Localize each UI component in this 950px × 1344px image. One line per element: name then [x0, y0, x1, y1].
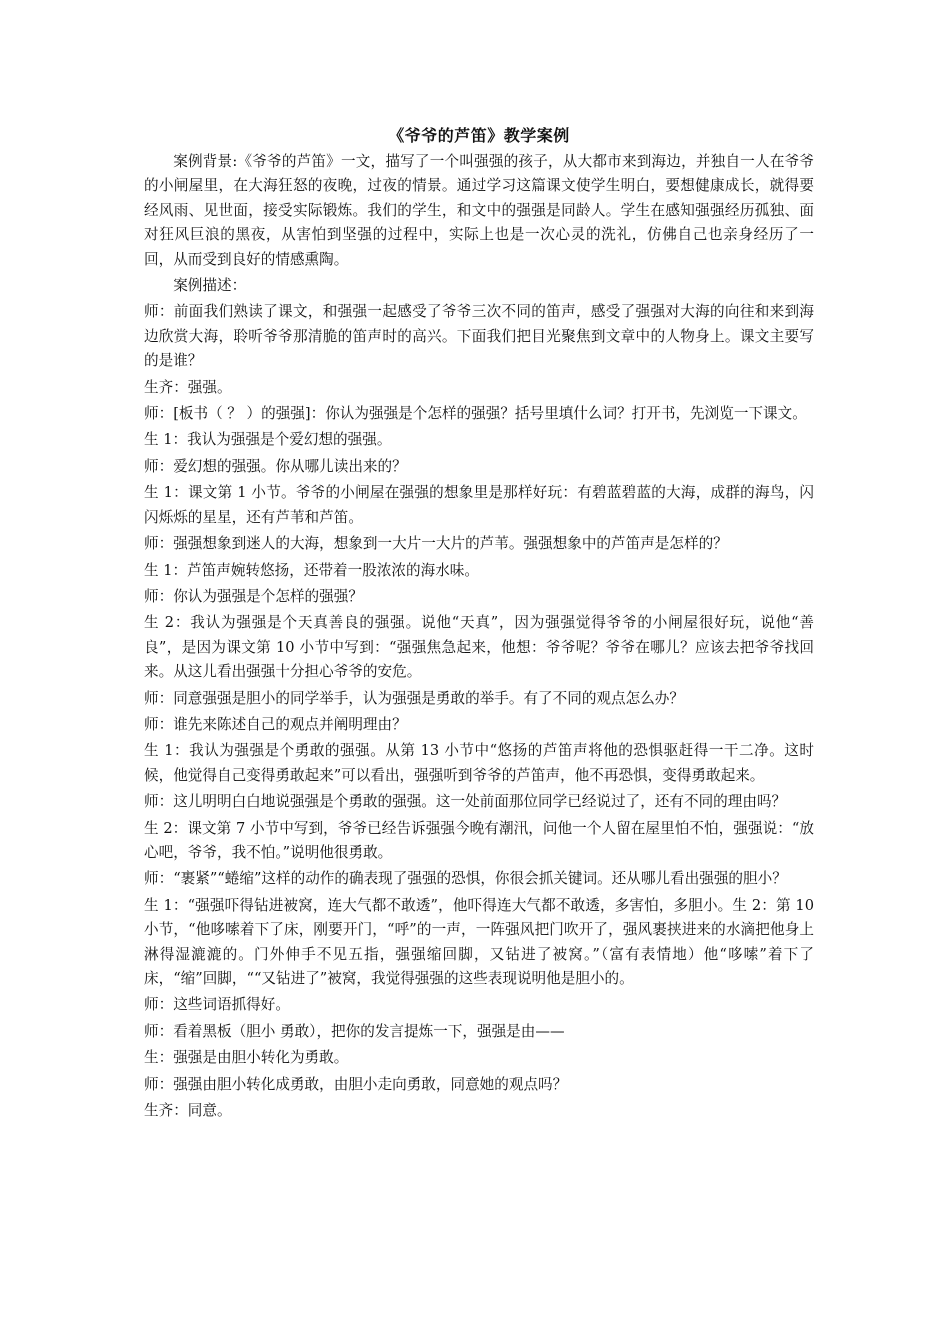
document-body	[144, 150, 814, 1123]
paragraph: 师：爱幻想的强强。你从哪儿读出来的？	[144, 457, 407, 475]
paragraph: 师：[板书（ ？ ）的强强]：你认为强强是个怎样的强强？括号里填什么词？打开书，先浏览一下课文。	[144, 405, 807, 423]
paragraph: 生 1：课文第 1 小节。爷爷的小闸屋在强强的想象里是那样好玩：有碧蓝碧蓝的大海，成群的海鸟，闪闪烁烁的星星，还有芦苇和芦笛。	[144, 484, 814, 526]
paragraph: 生 2：课文第 7 小节中写到，爷爷已经告诉强强今晚有潮汛，问他一个人留在屋里怕不怕，强强说：“放心吧，爷爷，我不怕。”说明他很勇敢。	[144, 819, 814, 861]
paragraph: 师：谁先来陈述自己的观点并阐明理由？	[144, 715, 407, 733]
paragraph: 师：“裹紧”“蜷缩”这样的动作的确表现了强强的恐惧，你很会抓关键词。还从哪儿看出强强的胆小？	[144, 870, 787, 888]
paragraph: 生齐：同意。	[144, 1102, 232, 1120]
paragraph: 生 2：我认为强强是个天真善良的强强。说他“天真”，因为强强觉得爷爷的小闸屋很好玩，说他“善良”，是因为课文第 10 小节中写到：“强强焦急起来，他想：爷爷呢？爷爷在哪儿？应该去把爷爷找回来。从这儿看出强强十分担心爷爷的安危。	[144, 614, 814, 681]
paragraph: 案例背景:《爷爷的芦笛》一文，描写了一个叫强强的孩子，从大都市来到海边，并独自一人在爷爷的小闸屋里，在大海狂怒的夜晚，过夜的情景。通过学习这篇课文使学生明白，要想健康成长，就得要经风雨、见世面，接受实际锻炼。我们的学生，和文中的强强是同龄人。学生在感知强强经历孤独、面对狂风巨浪的黑夜，从害怕到坚强的过程中，实际上也是一次心灵的洗礼，仿佛自己也亲身经历了一回，从而受到良好的情感熏陶。	[144, 153, 814, 268]
paragraph: 生 1：我认为强强是个爱幻想的强强。	[144, 431, 392, 449]
paragraph: 师：同意强强是胆小的同学举手，认为强强是勇敢的举手。有了不同的观点怎么办？	[144, 689, 684, 707]
paragraph: 师：强强由胆小转化成勇敢，由胆小走向勇敢，同意她的观点吗？	[144, 1075, 568, 1093]
paragraph: 生 1：我认为强强是个勇敢的强强。从第 13 小节中“悠扬的芦笛声将他的恐惧驱赶得一干二净。这时候，他觉得自己变得勇敢起来”可以看出，强强听到爷爷的芦笛声，他不再恐惧，变得勇敢起来。	[144, 742, 814, 784]
paragraph: 师：这些词语抓得好。	[144, 996, 290, 1014]
document-title: 《爷爷的芦笛》教学案例	[388, 126, 570, 145]
paragraph: 师：前面我们熟读了课文，和强强一起感受了爷爷三次不同的笛声，感受了强强对大海的向往和来到海边欣赏大海，聆听爷爷那清脆的笛声时的高兴。下面我们把目光聚焦到文章中的人物身上。课文主要写的是谁？	[144, 303, 814, 370]
paragraph: 生：强强是由胆小转化为勇敢。	[144, 1049, 349, 1067]
paragraph: 生 1：“强强吓得钻进被窝，连大气都不敢透”，他吓得连大气都不敢透，多害怕，多胆小。生 2：第 10 小节，“他哆嗦着下了床，刚要开门，“呼”的一声，一阵强风把门吹开了，强风裹挟进来的水滴把他身上淋得湿漉漉的。门外伸手不见五指，强强缩回脚，又钻进了被窝。”（富有表情地）他“哆嗦”着下了床，“缩”回脚，““又钻进了”被窝，我觉得强强的这些表现说明他是胆小的。	[144, 896, 814, 987]
paragraph: 案例描述：	[173, 277, 247, 295]
paragraph: 师：看着黑板（胆小 勇敢），把你的发言提炼一下，强强是由——	[144, 1022, 565, 1040]
paragraph: 生齐：强强。	[144, 378, 232, 396]
paragraph: 生 1：芦笛声婉转悠扬，还带着一股浓浓的海水味。	[144, 561, 479, 579]
paragraph: 师：这儿明明白白地说强强是个勇敢的强强。这一处前面那位同学已经说过了，还有不同的理由吗？	[144, 793, 787, 811]
paragraph: 师：你认为强强是个怎样的强强？	[144, 587, 363, 605]
paragraph: 师：强强想象到迷人的大海，想象到一大片一大片的芦苇。强强想象中的芦笛声是怎样的？	[144, 535, 728, 553]
